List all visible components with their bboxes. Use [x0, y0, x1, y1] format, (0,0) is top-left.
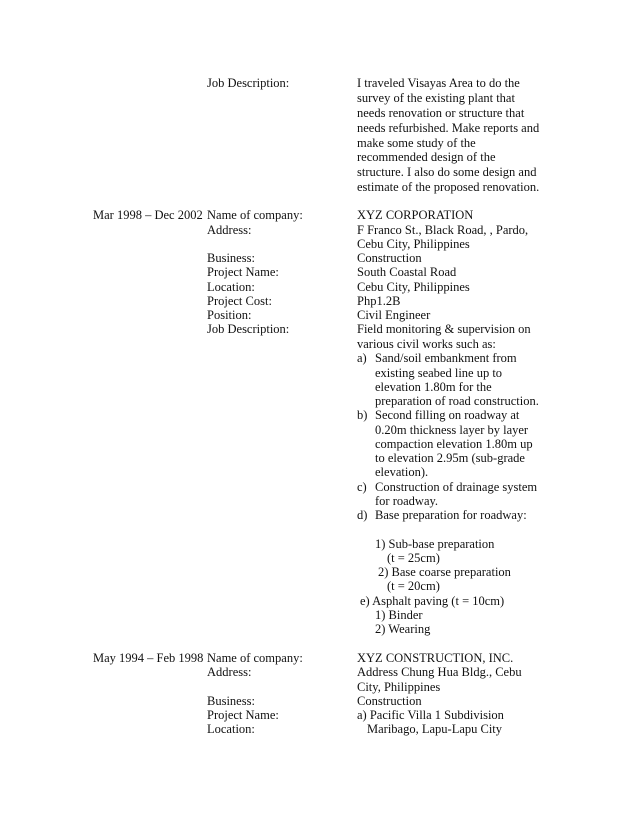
location-value: Maribago, Lapu-Lapu City	[367, 722, 503, 736]
job-description-line: needs refurbished. Make reports and	[357, 121, 540, 135]
company-label: Name of company:	[207, 208, 303, 222]
business-label: Business:	[207, 694, 255, 708]
sub-item-line: 1) Sub-base preparation	[375, 537, 495, 551]
company-name: XYZ CONSTRUCTION, INC.	[357, 651, 514, 665]
list-item-line: e) Asphalt paving (t = 10cm)	[360, 594, 505, 608]
address-label: Address:	[207, 665, 252, 679]
sub-item-line: 2) Base coarse preparation	[378, 565, 511, 579]
job-description-line: needs renovation or structure that	[357, 106, 525, 120]
employment-period: May 1994 – Feb 1998	[93, 651, 204, 665]
list-item-line: elevation).	[375, 465, 429, 479]
project-name-label: Project Name:	[207, 708, 279, 722]
list-item-line: 0.20m thickness layer by layer	[375, 423, 529, 437]
list-item-line: compaction elevation 1.80m up	[375, 437, 533, 451]
list-item-line: preparation of road construction.	[375, 394, 539, 408]
list-item-line: Sand/soil embankment from	[375, 351, 517, 365]
project-name-value: South Coastal Road	[357, 265, 457, 279]
list-item-line: Base preparation for roadway:	[375, 508, 527, 522]
job-description-line: I traveled Visayas Area to do the	[357, 76, 520, 90]
list-item-line: Second filling on roadway at	[375, 408, 520, 422]
address-line: City, Philippines	[357, 680, 441, 694]
job-description-line: make some study of the	[357, 136, 476, 150]
project-name-value: a) Pacific Villa 1 Subdivision	[357, 708, 504, 722]
company-label: Name of company:	[207, 651, 303, 665]
job-description-line: Field monitoring & supervision on	[357, 322, 531, 336]
sub-item-line: 1) Binder	[375, 608, 423, 622]
list-item-line: to elevation 2.95m (sub-grade	[375, 451, 525, 465]
job-description-line: structure. I also do some design and	[357, 165, 537, 179]
list-marker: c)	[357, 480, 367, 494]
list-item-line: elevation 1.80m for the	[375, 380, 492, 394]
list-item-line: existing seabed line up to	[375, 366, 503, 380]
list-marker: b)	[357, 408, 368, 422]
location-label: Location:	[207, 722, 255, 736]
address-line: Address Chung Hua Bldg., Cebu	[357, 665, 522, 679]
job-description-line: various civil works such as:	[357, 337, 496, 351]
location-value: Cebu City, Philippines	[357, 280, 470, 294]
list-marker: d)	[357, 508, 368, 522]
company-name: XYZ CORPORATION	[357, 208, 474, 222]
project-cost-value: Php1.2B	[357, 294, 401, 308]
business-value: Construction	[357, 251, 422, 265]
address-label: Address:	[207, 223, 252, 237]
list-marker: a)	[357, 351, 367, 365]
sub-item-line: 2) Wearing	[375, 622, 431, 636]
list-item-line: Construction of drainage system	[375, 480, 538, 494]
list-item-line: for roadway.	[375, 494, 439, 508]
job-description-line: estimate of the proposed renovation.	[357, 180, 540, 194]
project-cost-label: Project Cost:	[207, 294, 272, 308]
address-line: Cebu City, Philippines	[357, 237, 470, 251]
sub-item-line: (t = 25cm)	[387, 551, 440, 565]
job-description-line: recommended design of the	[357, 150, 496, 164]
location-label: Location:	[207, 280, 255, 294]
project-name-label: Project Name:	[207, 265, 279, 279]
employment-period: Mar 1998 – Dec 2002	[93, 208, 203, 222]
business-value: Construction	[357, 694, 422, 708]
sub-item-line: (t = 20cm)	[387, 579, 440, 593]
position-label: Position:	[207, 308, 252, 322]
address-line: F Franco St., Black Road, , Pardo,	[357, 223, 529, 237]
job-description-label: Job Description:	[207, 322, 290, 336]
business-label: Business:	[207, 251, 255, 265]
job-description-line: survey of the existing plant that	[357, 91, 515, 105]
position-value: Civil Engineer	[357, 308, 431, 322]
job-description-label: Job Description:	[207, 76, 290, 90]
